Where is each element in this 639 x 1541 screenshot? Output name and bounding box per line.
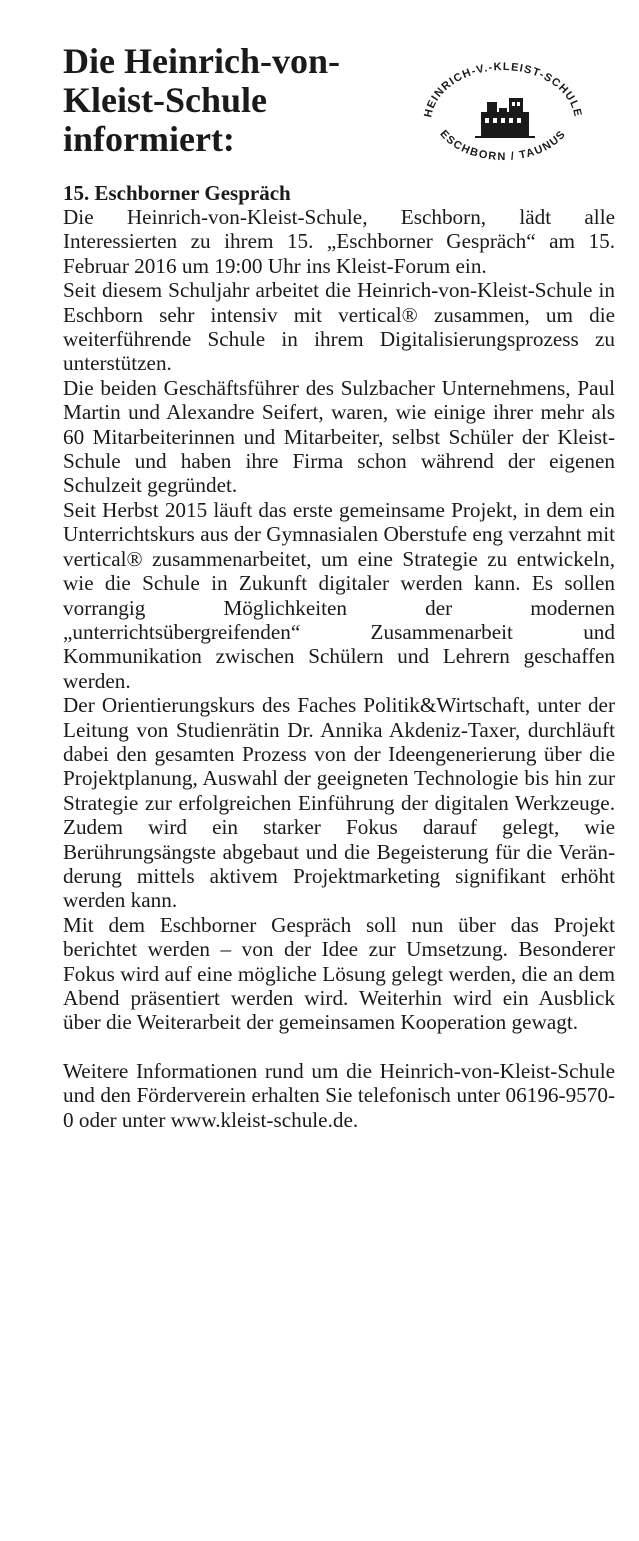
school-seal-stamp [413, 52, 593, 164]
contact-paragraph: Weitere Informationen rund um die Heinrich-von-Kleist-Schule und den Förderverein erhalten Sie telefonisch unter 06196-9570-0 oder unter www.kleist-schule.de. [63, 1058, 615, 1132]
article-paragraph: Seit Herbst 2015 läuft das erste gemeinsame Projekt, in dem ein Unterrichtskurs aus der Gymnasialen Oberstufe eng verzahnt mit vertical® zusammenarbeitet, um eine Strategie zu entwickeln, wie die Schule in Zukunft digitaler werden kann. Es sollen vorrangig Möglichkeiten der modernen „unterrichtsübergreifenden“ Zusammenarbeit und Kommunikation zwischen Schülern und Lehrern geschaffen werden. [63, 497, 615, 693]
page-headline: Die Heinrich-von-Kleist-Schule informiert: [63, 41, 340, 159]
article-paragraph: Mit dem Eschborner Gespräch soll nun über das Projekt berichtet werden – von der Idee zur Umsetzung. Besonderer Fokus wird auf eine mögliche Lösung gelegt werden, die an dem Abend präsentiert werden wird. Weiterhin wird ein Ausblick über die Weiterarbeit der gemeinsamen Kooperation gewagt. [63, 912, 615, 1035]
seal-top-text: HEINRICH-V.-KLEIST-SCHULE [422, 60, 584, 119]
article-paragraph: Die Heinrich-von-Kleist-Schule, Eschborn, lädt alle Interessierten zu ihrem 15. „Eschborner Gespräch“ am 15. Februar 2016 um 19:00 Uhr ins Kleist-Forum ein. [63, 205, 615, 278]
article-paragraph: Seit diesem Schuljahr arbeitet die Heinrich-von-Kleist-Schule in Eschborn sehr intensiv mit vertical® zusammen, um die weiterführende Schule in ihrem Digitalisierungsprozess zu unterstützen. [63, 278, 615, 376]
article-paragraph: Die beiden Geschäftsführer des Sulzbacher Unternehmens, Paul Martin und Alexandre Seifert, waren, wie einige ihrer mehr als 60 Mitarbeiterinnen und Mitarbeiter, selbst Schüler der Kleist-Schule und haben ihre Firma schon während der eigenen Schulzeit gegründet. [63, 375, 615, 498]
seal-building-icon [475, 98, 535, 138]
article-page [63, 42, 615, 1132]
article-title: 15. Eschborner Gespräch [63, 181, 291, 205]
seal-bottom-text: ESCHBORN / TAUNUS [437, 127, 569, 164]
article-paragraph: Der Orientierungskurs des Faches Politik&Wirtschaft, unter der Leitung von Studienrätin Dr. Annika Akdeniz-Taxer, durchläuft dabei den gesamten Prozess von der Ideengenerierung über die Projektplanung, Auswahl der geeigneten Technologie bis hin zur Strategie zur erfolgreichen Einführung der digitalen Werkzeuge. Zudem wird ein starker Fokus darauf gelegt, wie Berührungsängste abgebaut und die Begeisterung für die Veränderung mittels aktivem Projektmarketing signifikant erhöht werden kann. [63, 693, 615, 913]
